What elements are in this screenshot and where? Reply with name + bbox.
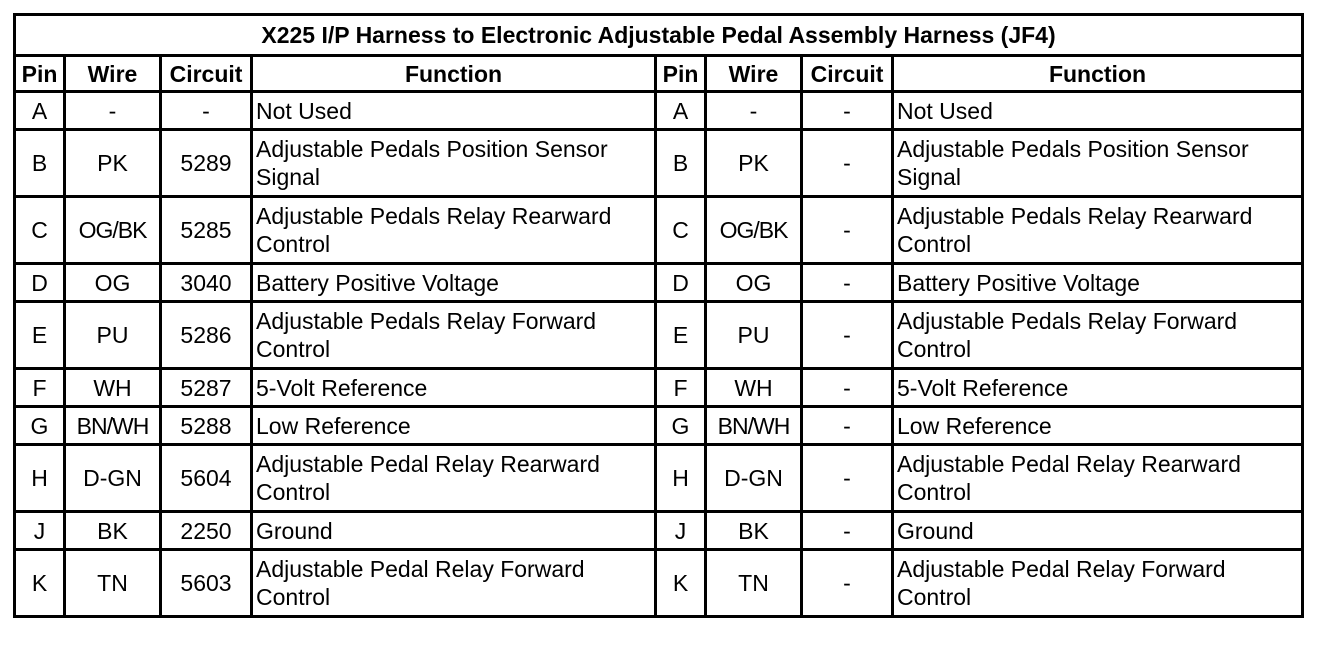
header-wire-2: Wire bbox=[706, 56, 802, 92]
pin-cell-2: G bbox=[656, 407, 706, 445]
wire-cell: PU bbox=[65, 302, 161, 369]
function-cell-2: Adjustable Pedals Position Sensor Signal bbox=[893, 130, 1303, 197]
header-pin-2: Pin bbox=[656, 56, 706, 92]
function-cell: Ground bbox=[252, 512, 656, 550]
table-row bbox=[15, 302, 1303, 369]
pin-cell: K bbox=[15, 550, 65, 617]
circuit-cell-2: - bbox=[802, 512, 893, 550]
pin-cell-2: E bbox=[656, 302, 706, 369]
function-cell: Adjustable Pedal Relay Rearward Control bbox=[252, 445, 656, 512]
header-row bbox=[15, 56, 1303, 92]
wire-cell: WH bbox=[65, 369, 161, 407]
function-cell: Adjustable Pedals Relay Forward Control bbox=[252, 302, 656, 369]
function-cell: Adjustable Pedal Relay Forward Control bbox=[252, 550, 656, 617]
circuit-cell: 2250 bbox=[161, 512, 252, 550]
connector-table-container bbox=[13, 13, 1304, 618]
pin-cell: H bbox=[15, 445, 65, 512]
circuit-cell-2: - bbox=[802, 302, 893, 369]
circuit-cell-2: - bbox=[802, 130, 893, 197]
header-function: Function bbox=[252, 56, 656, 92]
table-row bbox=[15, 130, 1303, 197]
pin-cell: F bbox=[15, 369, 65, 407]
table-row bbox=[15, 197, 1303, 264]
function-cell: Low Reference bbox=[252, 407, 656, 445]
table-row bbox=[15, 407, 1303, 445]
circuit-cell-2: - bbox=[802, 550, 893, 617]
wire-cell-2: OG/BK bbox=[706, 197, 802, 264]
circuit-cell: 5604 bbox=[161, 445, 252, 512]
circuit-cell-2: - bbox=[802, 197, 893, 264]
pin-cell: J bbox=[15, 512, 65, 550]
pin-cell-2: C bbox=[656, 197, 706, 264]
function-cell-2: Adjustable Pedal Relay Forward Control bbox=[893, 550, 1303, 617]
circuit-cell: 5285 bbox=[161, 197, 252, 264]
function-cell-2: Adjustable Pedals Relay Forward Control bbox=[893, 302, 1303, 369]
table-row bbox=[15, 264, 1303, 302]
table-row bbox=[15, 512, 1303, 550]
circuit-cell-2: - bbox=[802, 445, 893, 512]
function-cell-2: Ground bbox=[893, 512, 1303, 550]
wire-cell-2: OG bbox=[706, 264, 802, 302]
circuit-cell-2: - bbox=[802, 407, 893, 445]
circuit-cell: 5289 bbox=[161, 130, 252, 197]
wire-cell: OG/BK bbox=[65, 197, 161, 264]
function-cell: Adjustable Pedals Relay Rearward Control bbox=[252, 197, 656, 264]
pin-cell-2: H bbox=[656, 445, 706, 512]
pin-cell: C bbox=[15, 197, 65, 264]
table-row bbox=[15, 550, 1303, 617]
wire-cell-2: BK bbox=[706, 512, 802, 550]
wire-cell-2: WH bbox=[706, 369, 802, 407]
header-wire: Wire bbox=[65, 56, 161, 92]
table-title: X225 I/P Harness to Electronic Adjustable Pedal Assembly Harness (JF4) bbox=[15, 15, 1303, 56]
wire-cell-2: TN bbox=[706, 550, 802, 617]
wire-cell: TN bbox=[65, 550, 161, 617]
pin-cell-2: B bbox=[656, 130, 706, 197]
function-cell: Adjustable Pedals Position Sensor Signal bbox=[252, 130, 656, 197]
wire-cell-2: D-GN bbox=[706, 445, 802, 512]
table-row bbox=[15, 369, 1303, 407]
circuit-cell: 5603 bbox=[161, 550, 252, 617]
pin-cell: E bbox=[15, 302, 65, 369]
circuit-cell-2: - bbox=[802, 92, 893, 130]
wire-cell-2: - bbox=[706, 92, 802, 130]
wire-cell-2: BN/WH bbox=[706, 407, 802, 445]
function-cell: Battery Positive Voltage bbox=[252, 264, 656, 302]
pin-cell: D bbox=[15, 264, 65, 302]
function-cell-2: Not Used bbox=[893, 92, 1303, 130]
pin-cell: G bbox=[15, 407, 65, 445]
function-cell-2: 5-Volt Reference bbox=[893, 369, 1303, 407]
pin-cell-2: A bbox=[656, 92, 706, 130]
header-circuit-2: Circuit bbox=[802, 56, 893, 92]
header-circuit: Circuit bbox=[161, 56, 252, 92]
wire-cell: D-GN bbox=[65, 445, 161, 512]
function-cell: Not Used bbox=[252, 92, 656, 130]
wire-cell-2: PU bbox=[706, 302, 802, 369]
pin-cell-2: F bbox=[656, 369, 706, 407]
header-pin: Pin bbox=[15, 56, 65, 92]
circuit-cell: - bbox=[161, 92, 252, 130]
wire-cell-2: PK bbox=[706, 130, 802, 197]
circuit-cell: 5287 bbox=[161, 369, 252, 407]
wire-cell: - bbox=[65, 92, 161, 130]
wire-cell: BK bbox=[65, 512, 161, 550]
function-cell-2: Adjustable Pedals Relay Rearward Control bbox=[893, 197, 1303, 264]
pin-cell: B bbox=[15, 130, 65, 197]
table-row bbox=[15, 92, 1303, 130]
function-cell-2: Battery Positive Voltage bbox=[893, 264, 1303, 302]
wire-cell: OG bbox=[65, 264, 161, 302]
circuit-cell-2: - bbox=[802, 369, 893, 407]
wire-cell: BN/WH bbox=[65, 407, 161, 445]
circuit-cell: 5288 bbox=[161, 407, 252, 445]
pin-cell-2: K bbox=[656, 550, 706, 617]
connector-pinout-table bbox=[13, 13, 1304, 618]
function-cell-2: Adjustable Pedal Relay Rearward Control bbox=[893, 445, 1303, 512]
circuit-cell-2: - bbox=[802, 264, 893, 302]
function-cell: 5-Volt Reference bbox=[252, 369, 656, 407]
pin-cell: A bbox=[15, 92, 65, 130]
circuit-cell: 3040 bbox=[161, 264, 252, 302]
table-row bbox=[15, 445, 1303, 512]
header-function-2: Function bbox=[893, 56, 1303, 92]
pin-cell-2: D bbox=[656, 264, 706, 302]
circuit-cell: 5286 bbox=[161, 302, 252, 369]
wire-cell: PK bbox=[65, 130, 161, 197]
function-cell-2: Low Reference bbox=[893, 407, 1303, 445]
pin-cell-2: J bbox=[656, 512, 706, 550]
